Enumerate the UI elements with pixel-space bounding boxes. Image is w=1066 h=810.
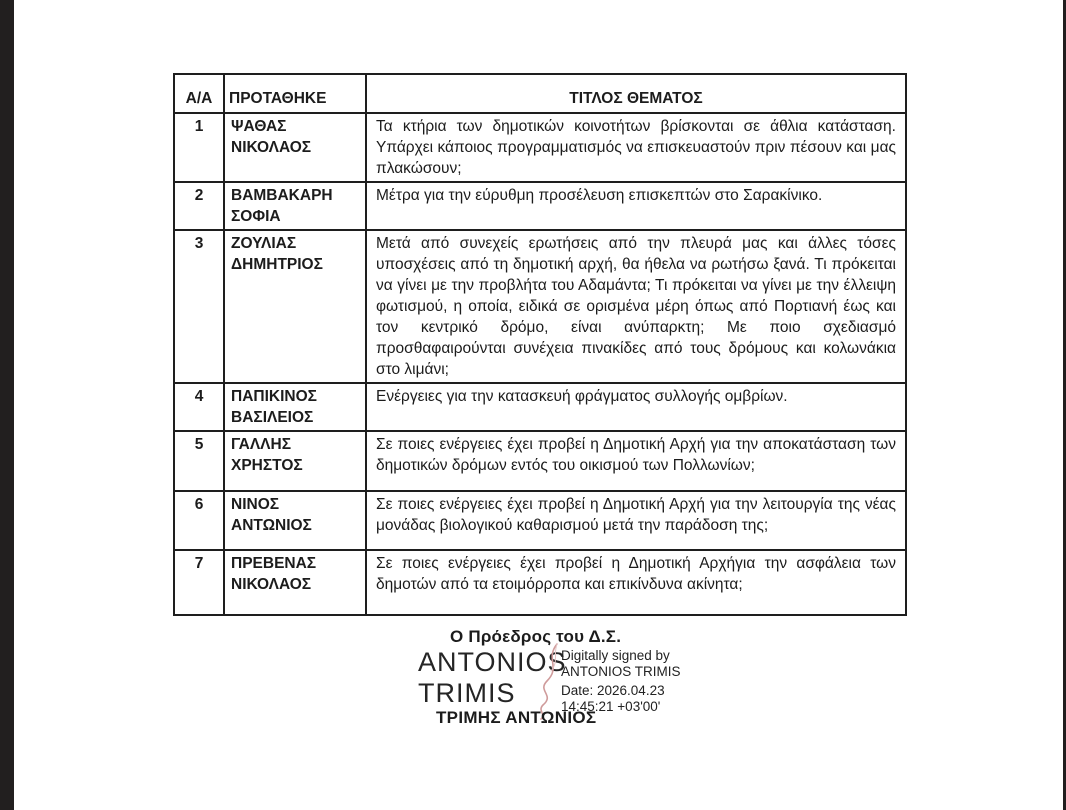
table-row	[174, 491, 906, 550]
signer-line: ANTONIOS TRIMIS	[561, 664, 681, 679]
row-number: 3	[174, 230, 224, 383]
topic-title: Σε ποιες ενέργειες έχει προβεί η Δημοτική Αρχήγια την ασφάλεια των δημοτών από τα ετοιμόρροπα και επικίνδυνα ακίνητα;	[366, 550, 906, 615]
topic-title: Μέτρα για την εύρυθμη προσέλευση επισκεπτών στο Σαρακίνικο.	[366, 182, 906, 230]
signer-name-greek: ΤΡΙΜΗΣ ΑΝΤΩΝΙΟΣ	[436, 708, 597, 727]
proposer-name: ΒΑΜΒΑΚΑΡΗ ΣΟΦΙΑ	[224, 182, 366, 230]
topic-title: Σε ποιες ενέργειες έχει προβεί η Δημοτική Αρχή για την λειτουργία της νέας μονάδας βιολογικού καθαρισμού μετά την παράδοση της;	[366, 491, 906, 550]
table-row	[174, 230, 906, 383]
proposer-name: ΠΡΕΒΕΝΑΣ ΝΙΚΟΛΑΟΣ	[224, 550, 366, 615]
header-proposed-by: ΠΡΟΤΑΘΗΚΕ	[224, 74, 366, 113]
row-number: 6	[174, 491, 224, 550]
digital-signature-details	[561, 648, 681, 715]
scan-edge-left	[0, 0, 14, 810]
digitally-signed-by-line: Digitally signed by	[561, 648, 670, 663]
row-number: 1	[174, 113, 224, 182]
header-num: Α/Α	[174, 74, 224, 113]
topic-title: Ενέργειες για την κατασκευή φράγματος συλλογής ομβρίων.	[366, 383, 906, 431]
president-role-title: Ο Πρόεδρος του Δ.Σ.	[450, 627, 622, 646]
topic-title: Σε ποιες ενέργειες έχει προβεί η Δημοτική Αρχή για την αποκατάσταση των δημοτικών δρόμων εντός του οικισμού των Πολλωνίων;	[366, 431, 906, 491]
digital-signature-name	[418, 647, 567, 709]
topic-title: Μετά από συνεχείς ερωτήσεις από την πλευρά μας και άλλες τόσες υποσχέσεις από τη δημοτική αρχή, θα ήθελα να ρωτήσω ξανά. Τι πρόκειται να γίνει με την προβλήτα του Αδαμάντα; Τι πρόκειται να γίνει με την έλλειψη φωτισμού, η οποία, ειδικά σε ορισμένα μέρη όπως από Πορτιανή έως και τον κεντρικό δρόμο, είναι ανύπαρκτη; Με ποιο σχεδιασμό προσθαφαιρούνται συνέχεια πινακίδες από τους δρόμους και κολωνάκια στο λιμάνι;	[366, 230, 906, 383]
topic-title: Τα κτήρια των δημοτικών κοινοτήτων βρίσκονται σε άθλια κατάσταση. Υπάρχει κάποιος προγραμματισμός να επισκευαστούν πριν πέσουν και μας πλακώσουν;	[366, 113, 906, 182]
row-number: 7	[174, 550, 224, 615]
signature-date-line: Date: 2026.04.23	[561, 683, 665, 698]
table-row	[174, 550, 906, 615]
table-header-row	[174, 74, 906, 113]
table-row	[174, 182, 906, 230]
header-topic-title: ΤΙΤΛΟΣ ΘΕΜΑΤΟΣ	[366, 74, 906, 113]
digital-signature-name-line2: TRIMIS	[418, 678, 516, 708]
signature-flourish-icon	[533, 641, 569, 721]
signature-time-line: 14:45:21 +03'00'	[561, 699, 661, 714]
proposer-name: ΖΟΥΛΙΑΣ ΔΗΜΗΤΡΙΟΣ	[224, 230, 366, 383]
proposer-name: ΓΑΛΛΗΣ ΧΡΗΣΤΟΣ	[224, 431, 366, 491]
digital-signature-name-line1: ANTONIOS	[418, 647, 567, 677]
table-row	[174, 113, 906, 182]
table-row	[174, 431, 906, 491]
table-row	[174, 383, 906, 431]
proposer-name: ΠΑΠΙΚΙΝΟΣ ΒΑΣΙΛΕΙΟΣ	[224, 383, 366, 431]
row-number: 2	[174, 182, 224, 230]
proposer-name: ΝΙΝΟΣ ΑΝΤΩΝΙΟΣ	[224, 491, 366, 550]
topics-table	[173, 73, 907, 616]
proposer-name: ΨΑΘΑΣ ΝΙΚΟΛΑΟΣ	[224, 113, 366, 182]
row-number: 5	[174, 431, 224, 491]
row-number: 4	[174, 383, 224, 431]
